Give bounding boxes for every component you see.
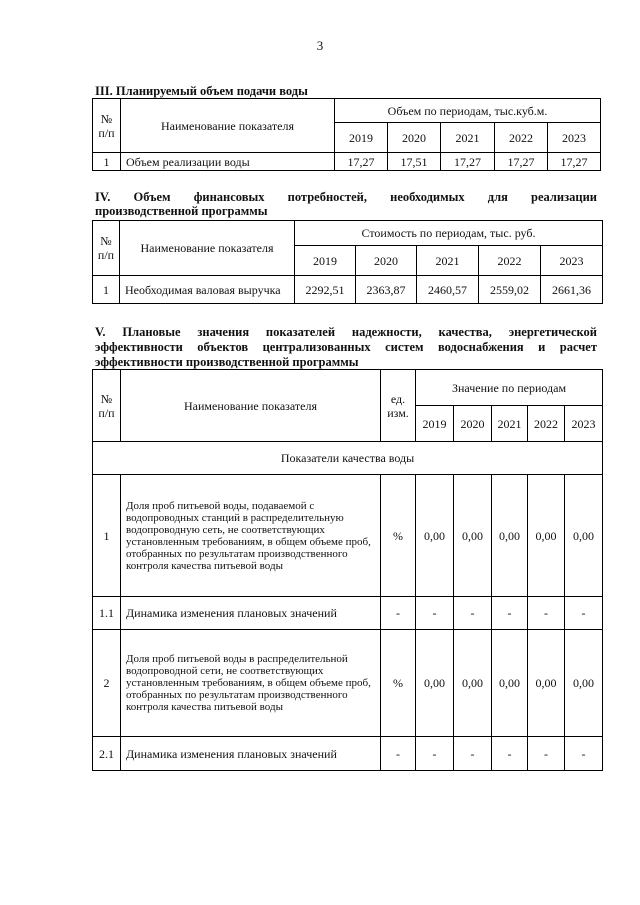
year-header: 2020 <box>388 123 441 153</box>
col-name-header: Наименование показателя <box>121 370 381 442</box>
row-value: 2559,02 <box>479 276 541 304</box>
row-value: - <box>454 597 492 630</box>
year-header: 2022 <box>479 246 541 276</box>
year-header: 2020 <box>454 406 492 442</box>
row-value: - <box>565 737 603 771</box>
row-name: Объем реализации воды <box>121 153 335 171</box>
table-row <box>93 475 603 597</box>
section-3-title: III. Планируемый объем подачи воды <box>95 84 308 98</box>
row-num: 1 <box>93 276 120 304</box>
row-value: 0,00 <box>454 475 492 597</box>
row-num: 1 <box>93 475 121 597</box>
year-header: 2022 <box>528 406 565 442</box>
section-3-table <box>92 98 601 171</box>
row-value: 0,00 <box>416 630 454 737</box>
row-value: 2460,57 <box>417 276 479 304</box>
year-header: 2021 <box>492 406 528 442</box>
col-periods-header: Стоимость по периодам, тыс. руб. <box>295 221 603 246</box>
row-value: 2363,87 <box>356 276 417 304</box>
row-value: - <box>492 737 528 771</box>
row-value: 17,27 <box>335 153 388 171</box>
row-value: 2292,51 <box>295 276 356 304</box>
row-num: 1 <box>93 153 121 171</box>
row-value: 0,00 <box>492 475 528 597</box>
year-header: 2023 <box>541 246 603 276</box>
year-header: 2020 <box>356 246 417 276</box>
table-row <box>93 153 601 171</box>
table-row <box>93 737 603 771</box>
row-value: 2661,36 <box>541 276 603 304</box>
page-number: 3 <box>316 38 324 53</box>
table-row <box>93 630 603 737</box>
row-name: Динамика изменения плановых значений <box>121 737 381 771</box>
row-value: - <box>528 737 565 771</box>
col-num-header: № п/п <box>93 99 121 153</box>
year-header: 2022 <box>495 123 548 153</box>
col-name-header: Наименование показателя <box>121 99 335 153</box>
section-5-title-line1: V. Плановые значения показателей надежности, качества, энергетической <box>95 325 597 339</box>
col-unit-header: ед. изм. <box>381 370 416 442</box>
row-value: 17,27 <box>441 153 495 171</box>
section-5-title-line2: эффективности объектов централизованных систем водоснабжения и расчет <box>95 340 597 354</box>
year-header: 2023 <box>565 406 603 442</box>
section-4-table <box>92 220 603 304</box>
year-header: 2019 <box>295 246 356 276</box>
year-header: 2021 <box>417 246 479 276</box>
row-value: 17,51 <box>388 153 441 171</box>
row-value: - <box>416 597 454 630</box>
col-periods-header: Объем по периодам, тыс.куб.м. <box>335 99 601 123</box>
row-num: 2 <box>93 630 121 737</box>
row-value: 0,00 <box>528 475 565 597</box>
table-row <box>93 276 603 304</box>
col-periods-header: Значение по периодам <box>416 370 603 406</box>
row-value: 0,00 <box>454 630 492 737</box>
row-value: 17,27 <box>495 153 548 171</box>
row-value: 0,00 <box>492 630 528 737</box>
row-name: Необходимая валовая выручка <box>120 276 295 304</box>
row-value: - <box>492 597 528 630</box>
row-unit: - <box>381 597 416 630</box>
row-value: 0,00 <box>416 475 454 597</box>
row-name: Динамика изменения плановых значений <box>121 597 381 630</box>
table-row <box>93 597 603 630</box>
row-num: 1.1 <box>93 597 121 630</box>
row-value: 0,00 <box>565 630 603 737</box>
row-value: 17,27 <box>548 153 601 171</box>
section-5-table <box>92 369 603 771</box>
year-header: 2019 <box>416 406 454 442</box>
row-name: Доля проб питьевой воды в распределительной водопроводной сети, не соответствующих установленным требованиям, в общем объеме проб, отобранных по результатам производственного контроля качества питьевой воды <box>121 630 381 737</box>
section-4-title-line1: IV. Объем финансовых потребностей, необходимых для реализации <box>95 190 597 204</box>
col-num-header: № п/п <box>93 370 121 442</box>
year-header: 2021 <box>441 123 495 153</box>
row-unit: - <box>381 737 416 771</box>
year-header: 2019 <box>335 123 388 153</box>
row-unit: % <box>381 475 416 597</box>
row-value: - <box>565 597 603 630</box>
row-value: 0,00 <box>528 630 565 737</box>
section-5-title-line3: эффективности производственной программы <box>95 355 359 369</box>
section-4-title-line2: производственной программы <box>95 204 268 218</box>
col-name-header: Наименование показателя <box>120 221 295 276</box>
row-value: - <box>416 737 454 771</box>
row-value: - <box>454 737 492 771</box>
row-num: 2.1 <box>93 737 121 771</box>
row-name: Доля проб питьевой воды, подаваемой с водопроводных станций в распределительную водопроводную сеть, не соответствующих установленным требованиям, в общем объеме проб, отобранных по результатам производственного контроля качества питьевой воды <box>121 475 381 597</box>
year-header: 2023 <box>548 123 601 153</box>
group-label: Показатели качества воды <box>93 442 603 475</box>
col-num-header: № п/п <box>93 221 120 276</box>
row-value: - <box>528 597 565 630</box>
row-unit: % <box>381 630 416 737</box>
row-value: 0,00 <box>565 475 603 597</box>
